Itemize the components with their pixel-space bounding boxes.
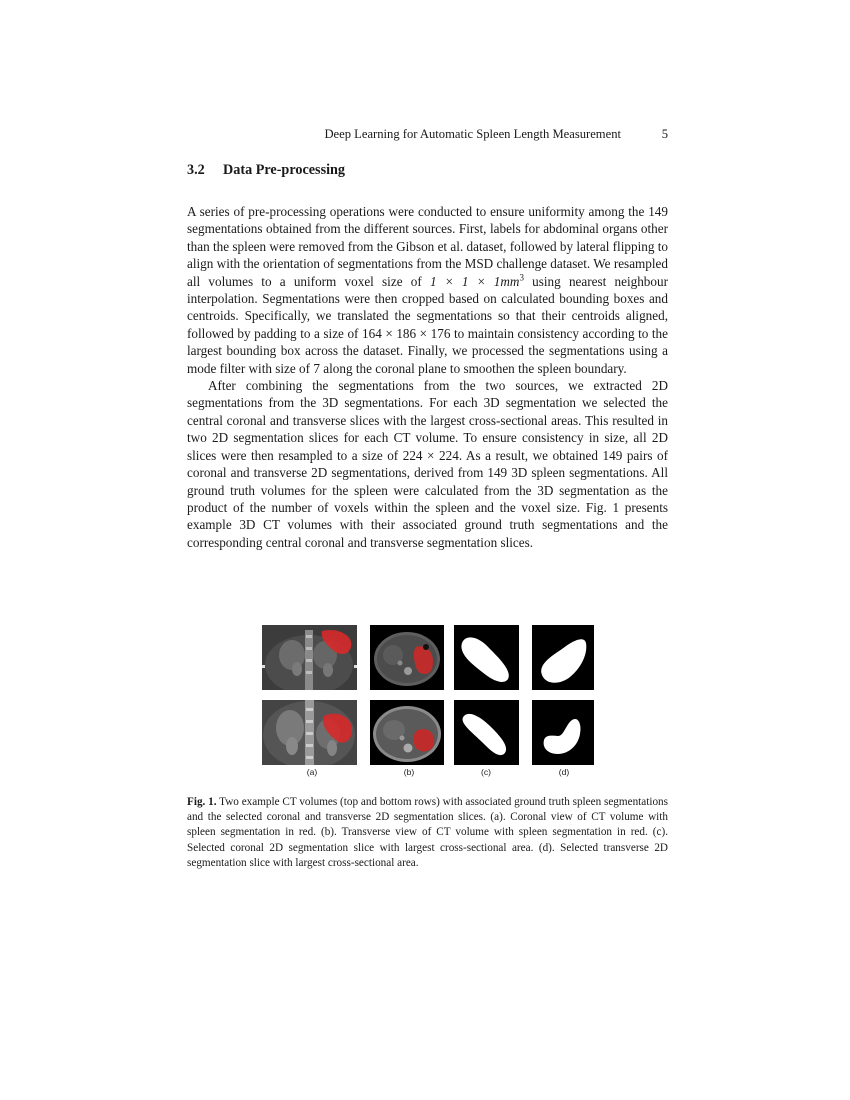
ct-coronal-image-top bbox=[262, 625, 357, 690]
running-head bbox=[187, 126, 668, 142]
body-text bbox=[187, 203, 668, 551]
coronal-mask-top bbox=[454, 625, 519, 690]
transverse-mask-bottom bbox=[532, 700, 594, 765]
figure-caption bbox=[187, 795, 668, 871]
paragraph-1-part3: to maintain consistency according to the largest bounding box across the dataset. Finally, we processed the segmentations using a mode filter with size of 7 along the coronal plane to smoothen the spleen boundary. bbox=[187, 325, 669, 376]
ct-transverse-image-bottom bbox=[370, 700, 444, 765]
subfigure-label-b: (b) bbox=[403, 767, 415, 777]
running-head-title: Deep Learning for Automatic Spleen Length Measurement bbox=[324, 127, 621, 141]
paragraph-1 bbox=[187, 203, 668, 377]
section-title: Data Pre-processing bbox=[223, 162, 346, 178]
section-number: 3.2 bbox=[187, 162, 205, 178]
voxel-size-exponent: 3 bbox=[519, 272, 524, 283]
padding-size-math: 164 × 186 × 176 bbox=[362, 325, 451, 341]
subfigure-label-c: (c) bbox=[481, 767, 491, 777]
paragraph-2: After combining the segmentations from the two sources, we extracted 2D segmentations from the 3D segmentations. For each 3D segmentation we selected the central coronal and transverse slices with the largest cross-sectional areas. This resulted in two 2D segmentation slices for each CT volume. To ensure consistency in size, all 2D slices were then resampled to a size of 224 × 224. As a result, we obtained 149 pairs of coronal and transverse 2D segmentations, derived from 149 3D spleen segmentations. All ground truth volumes for the spleen were calculated from the 3D segmentation as the product of the number of voxels within the spleen and the voxel size. Fig. 1 presents example 3D CT volumes with their associated ground truth segmentations and the corresponding central coronal and transverse segmentation slices. bbox=[187, 378, 668, 550]
figure-caption-label: Fig. 1. bbox=[187, 796, 217, 808]
transverse-mask-top bbox=[532, 625, 594, 690]
subfigure-label-a: (a) bbox=[306, 767, 318, 777]
subfigure-label-d: (d) bbox=[558, 767, 570, 777]
ct-transverse-image-top bbox=[370, 625, 444, 690]
section-heading bbox=[187, 160, 668, 180]
paragraph-1-part1: A series of pre-processing operations were conducted to ensure uniformity among the 149 segmentations obtained from the different sources. First, labels for abdominal organs other than the spleen were removed from the Gibson et al. dataset, followed by lateral flipping to align with the orientation of segmentations from the MSD challenge dataset. We resampled all volumes to a uniform voxel size of bbox=[187, 204, 669, 289]
paragraph-1-part2: using nearest neighbour interpolation. Segmentations were then cropped based on calculated bounding boxes and centroids. Specifically, we translated the segmentations so that their centroids aligned, followed by padding to a size of bbox=[187, 273, 668, 341]
ct-coronal-image-bottom bbox=[262, 700, 357, 765]
figure-caption-text: Two example CT volumes (top and bottom rows) with associated ground truth spleen segmentations and the selected coronal and transverse 2D segmentation slices. (a). Coronal view of CT volume with spleen segmentation in red. (b). Transverse view of CT volume with spleen segmentation in red. (c). Selected coronal 2D segmentation slice with largest cross-sectional area. (d). Selected transverse 2D segmentation slice with largest cross-sectional area. bbox=[187, 796, 668, 869]
voxel-size-math: 1 × 1 × 1mm bbox=[429, 273, 520, 289]
page-number: 5 bbox=[661, 127, 668, 141]
coronal-mask-bottom bbox=[454, 700, 519, 765]
